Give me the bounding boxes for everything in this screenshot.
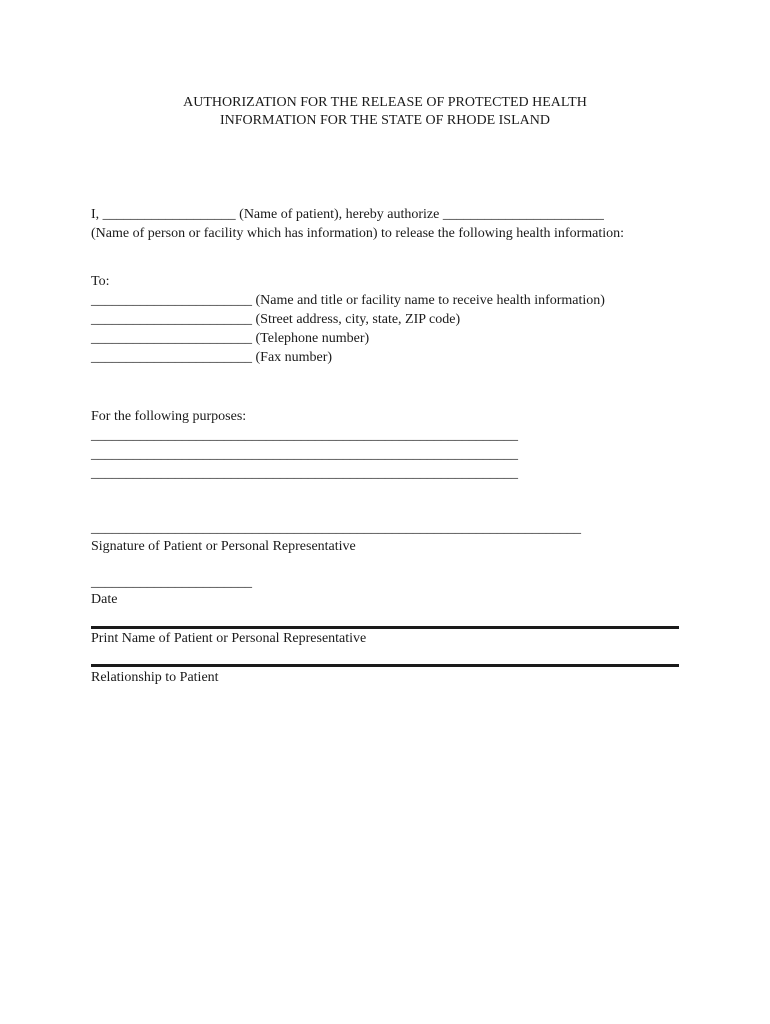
recipient-address-field: _______________________ (Street address, city, state, ZIP code) [91,312,461,327]
recipient-name-field: _______________________ (Name and title or facility name to receive health information) [91,293,605,308]
date-label: Date [91,592,118,607]
date-line: _______________________ [91,575,252,590]
purpose-line-2: _____________________________________________________________ [91,447,518,462]
purposes-label: For the following purposes: [91,409,247,424]
intro-line-1: I, ___________________ (Name of patient), hereby authorize _______________________ [91,207,604,222]
relationship-label: Relationship to Patient [91,670,219,685]
purpose-line-1: _____________________________________________________________ [91,428,518,443]
purpose-line-3: _____________________________________________________________ [91,466,518,481]
recipient-telephone-field: _______________________ (Telephone number) [91,331,370,346]
recipient-fax-field: _______________________ (Fax number) [91,350,333,365]
signature-label: Signature of Patient or Personal Representative [91,539,356,554]
relationship-rule [91,664,679,667]
intro-line-2: (Name of person or facility which has information) to release the following health information: [91,226,625,241]
signature-line: ______________________________________________________________________ [91,521,581,536]
title-line-2: INFORMATION FOR THE STATE OF RHODE ISLAND [220,113,550,128]
to-label: To: [91,274,110,289]
page-title [0,94,770,130]
title-line-1: AUTHORIZATION FOR THE RELEASE OF PROTECTED HEALTH [183,95,587,110]
print-name-label: Print Name of Patient or Personal Representative [91,631,367,646]
